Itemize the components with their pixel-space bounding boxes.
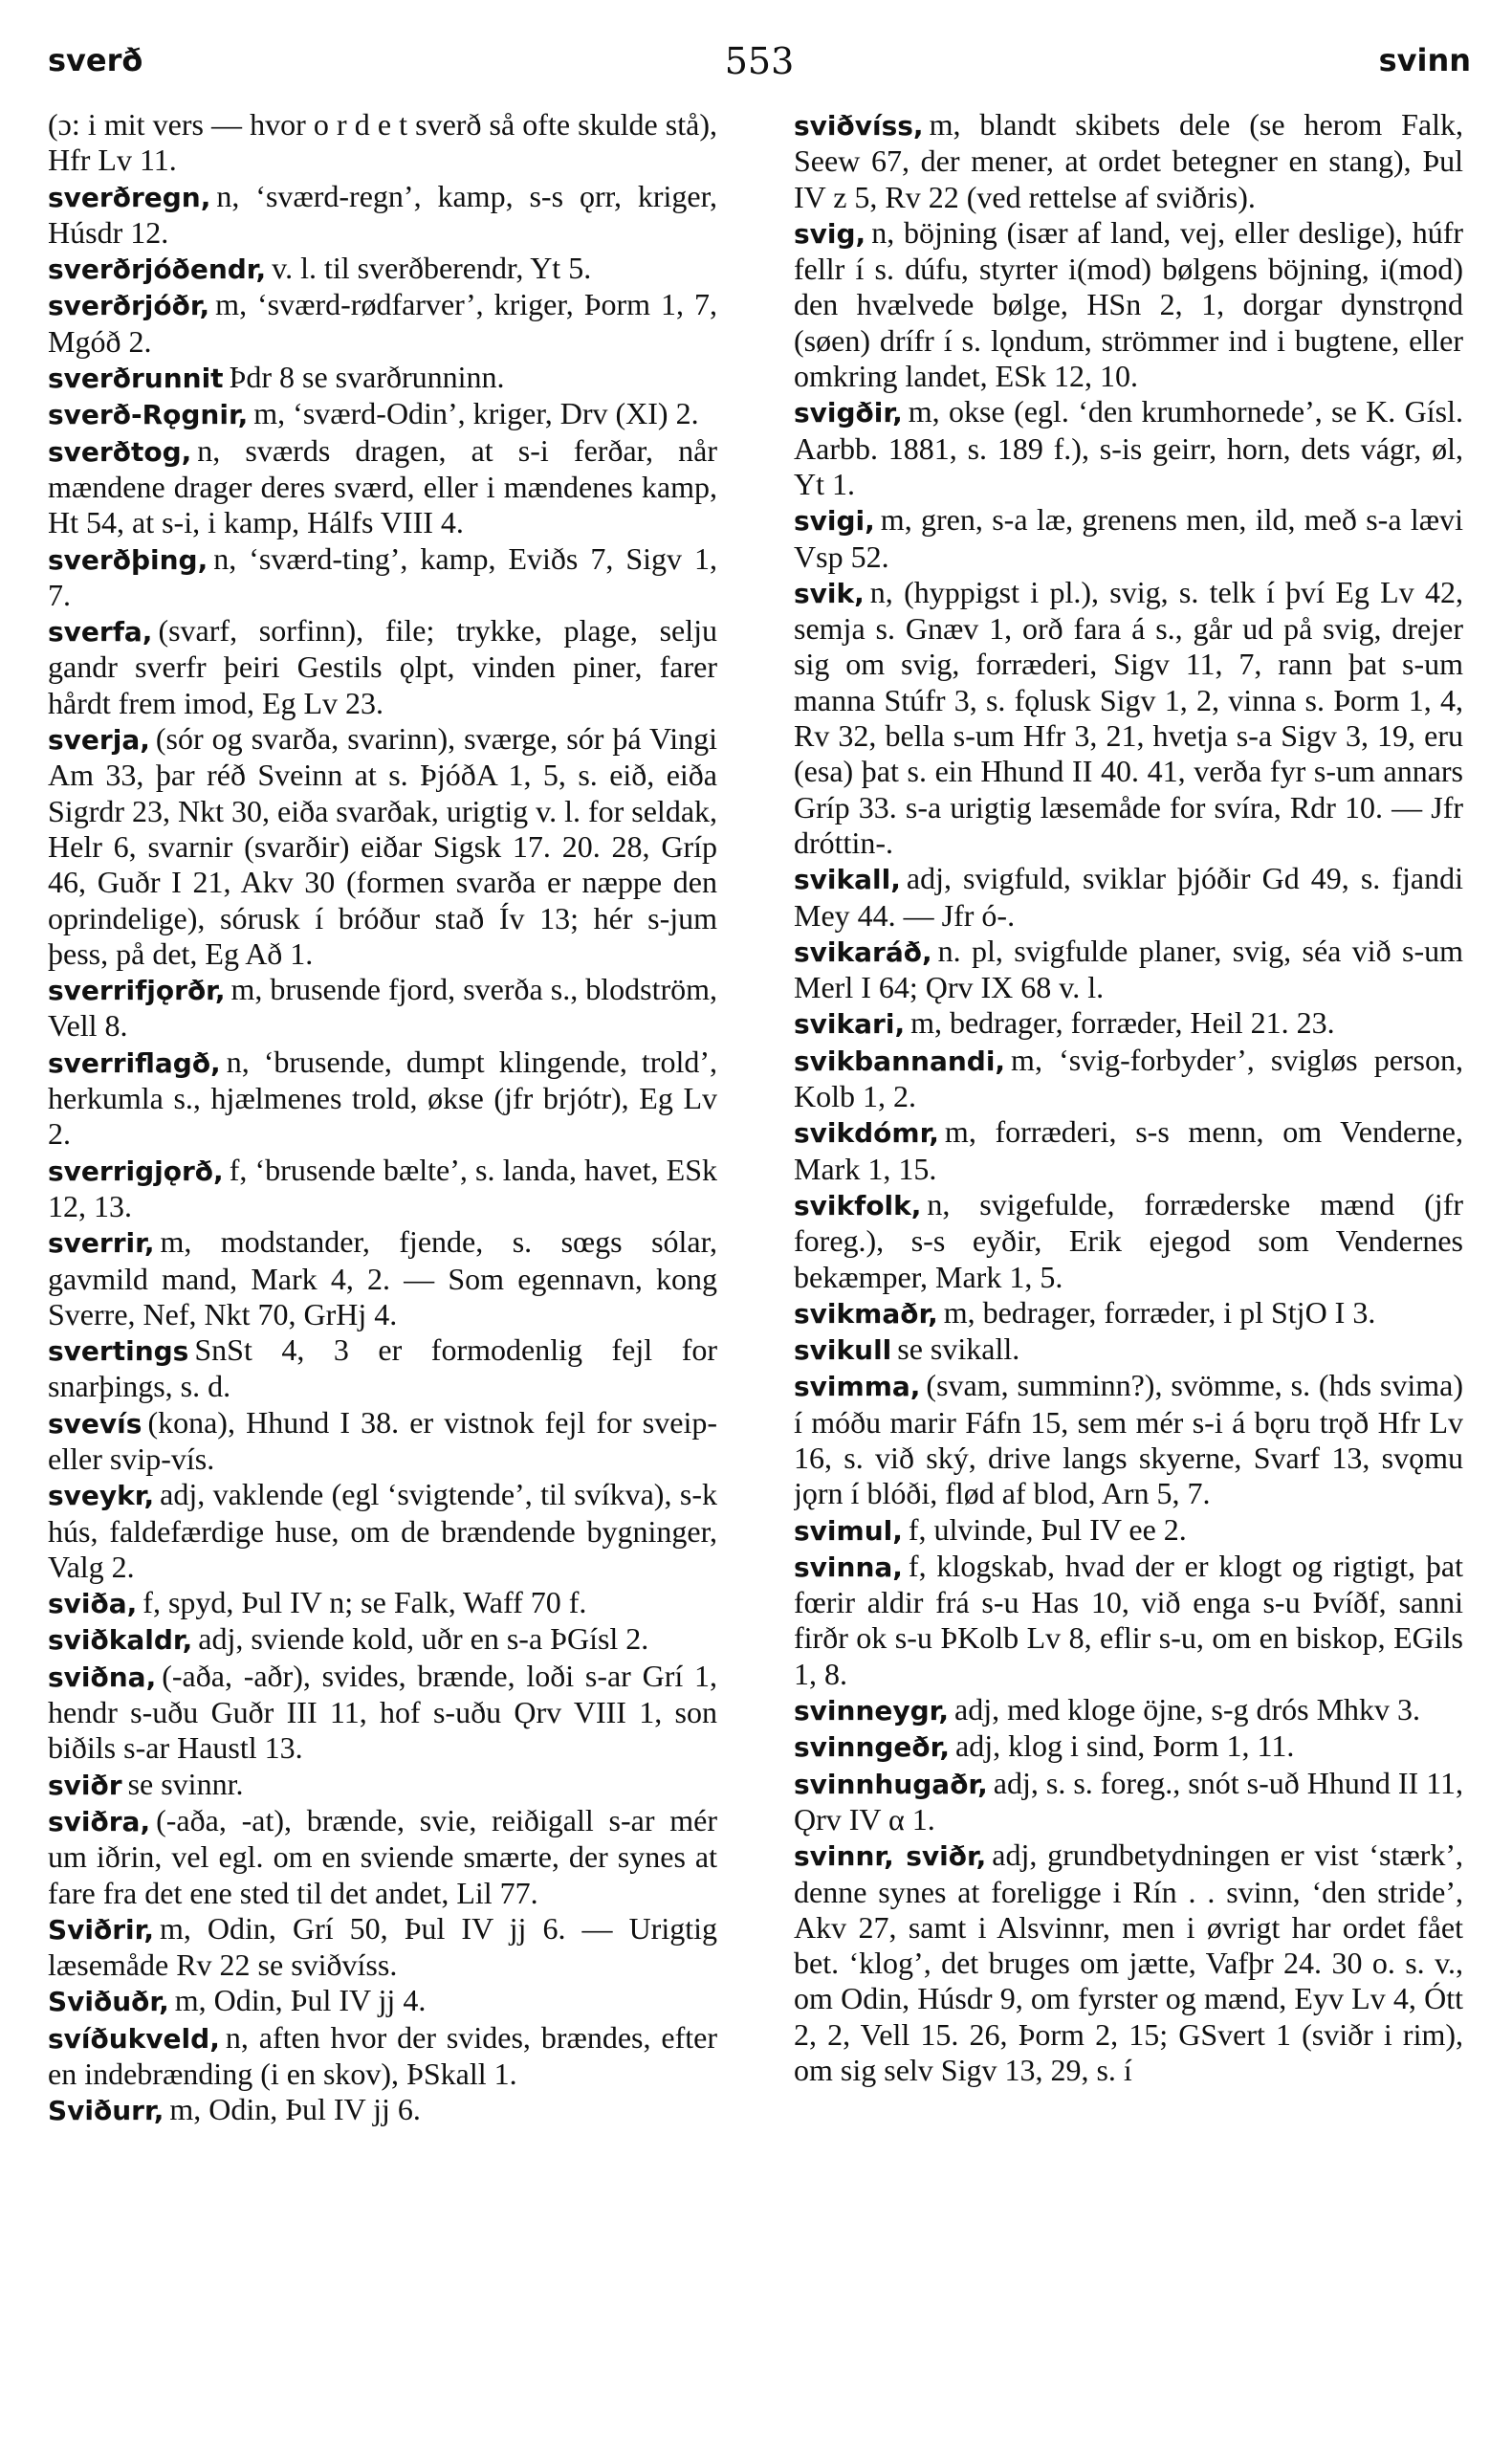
entry-definition: (kona), Hhund I 38. er vistnok fejl for sveip- eller svip-vís. [48,1404,717,1476]
entry-definition: n. pl, svigfulde planer, svig, séa við s-um Merl I 64; Ǫrv IX 68 v. l. [794,933,1463,1005]
dictionary-entry [48,1224,717,1332]
headword: sveykr, [48,1480,155,1512]
entry-definition: m, okse (egl. ‘den krumhornede’, se K. Gísl. Aarbb. 1881, s. 189 f.), s-is geirr, horn, dets vágr, øl, Yt 1. [794,394,1463,501]
entry-definition: se svinnr. [127,1766,244,1801]
headword: sviðvíss, [794,110,924,142]
dictionary-entry [794,1368,1463,1511]
dictionary-entry [48,1803,717,1911]
headword: svikaráð, [794,935,932,968]
entry-definition: adj, s. s. foreg., snót s-uð Hhund II 11, Ǫrv IV α 1. [794,1765,1463,1837]
headword: sverðrjóðr, [48,290,210,322]
entry-definition: m, brusende fjord, sverða s., blodström, Vell 8. [48,972,717,1044]
headword: svinngeðr, [794,1731,950,1764]
dictionary-entry [48,360,717,396]
first-headword-guide: sverð [48,42,143,78]
running-head [48,42,1471,96]
dictionary-entry [794,1549,1463,1692]
entry-definition: adj, svigfuld, sviklar þjóðir Gd 49, s. fjandi Mey 44. — Jfr ó-. [794,861,1463,933]
entry-definition: adj, grundbetydningen er vist ‘stærk’, denne synes at foreligge i Rín . . svinn, ‘den stride’, Akv 27, samt i Alsvinnr, men i øvrigt har ordet fået bet. ‘klog’, det bruges om jætte, Vafþr 24. 30 o. s. v., om Odin, Húsdr 9, om fyrster og mænd, Eyv Lv 4, Ótt 2, 2, Vell 15. 26, Þorm 2, 15; GSvert 1 (sviðr i rim), om sig selv Sigv 13, 29, s. í [794,1837,1463,2088]
headword: sverðregn, [48,181,211,213]
entry-definition: adj, sviende kold, uðr en s-a ÞGísl 2. [198,1621,649,1657]
dictionary-entry [48,1405,717,1478]
headword: svikbannandi, [794,1045,1006,1077]
entry-definition: n, ‘sværd-ting’, kamp, Eviðs 7, Sigv 1, 7. [48,540,717,612]
dictionary-entry [48,251,717,287]
dictionary-entry [794,1692,1463,1728]
headword: svigi, [794,505,875,538]
entry-definition: se svikall. [897,1331,1020,1367]
headword: svikari, [794,1008,906,1041]
entry-definition: (-aða, -at), brænde, svie, reiðigall s-ar mér um iðrin, vel egl. om en sviende smærte, der synes at fare fra det ene sted til det andet, Lil 77. [48,1802,717,1910]
entry-definition: n, (hyppigst i pl.), svig, s. telk í því Eg Lv 42, semja s. Gnæv 1, orð fara á s., går ud på svig, drejer sig om svig, forræderi, Sigv 11, 7, rann þat s-um manna Stúfr 3, s. fǫlusk Sigv 1, 2, vinna s. Þorm 1, 4, Rv 32, bella s-um Hfr 3, 21, hvetja s-a Sigv 3, 19, eru (esa) þat s. ein Hhund II 40. 41, verða fyr s-um annars Gríp 33. s-a urigtig læsemåde for svíra, Rdr 10. — Jfr dróttin-. [794,574,1463,860]
dictionary-entry [48,107,717,179]
entry-definition: m, forræderi, s-s menn, om Venderne, Mark 1, 15. [794,1114,1463,1186]
entry-definition: n, aften hvor der svides, brændes, efter en indebrænding (i en skov), ÞSkall 1. [48,2019,717,2092]
headword: svinnr, sviðr, [794,1840,987,1873]
entry-definition: n, ‘brusende, dumpt klingende, trold’, herkumla s., hjælmenes trold, økse (jfr brjótr), Eg Lv 2. [48,1044,717,1152]
dictionary-entry [48,613,717,721]
headword: svíðukveld, [48,2022,220,2055]
dictionary-entry [48,433,717,541]
dictionary-entry [48,1621,717,1658]
dictionary-entry [794,1114,1463,1187]
headword: Sviðurr, [48,2095,164,2127]
entry-definition: m, Odin, Þul IV jj 4. [174,1983,427,2018]
headword: sverð-Rǫgnir, [48,399,249,431]
headword: Sviðuðr, [48,1986,169,2018]
headword: svikfolk, [794,1189,922,1221]
dictionary-entry [794,1187,1463,1295]
headword: sverðþing, [48,543,208,576]
headword: sviðr [48,1769,122,1801]
right-column [794,107,1463,2451]
headword: svimul, [794,1514,903,1547]
entry-definition: (ɔ: i mit vers — hvor o r d e t sverð så ofte skulde stå), Hfr Lv 11. [48,107,717,178]
entry-definition: (sór og svarða, svarinn), sværge, sór þá Vingi Am 33, þar réð Sveinn at s. ÞjóðA 1, 5, s. eið, eiða Sigrdr 23, Nkt 30, eiða svarðak, urigtig v. l. for seldak, Helr 6, svarnir (svarðir) eiðar Sigsk 17. 20. 28, Gríp 46, Guðr I 21, Akv 30 (formen svarða er næppe den oprindelige), sórusk í bróður stað Ív 13; hér s-jum þess, på det, Eg Að 1. [48,721,717,971]
dictionary-entry [48,2092,717,2128]
headword: Sviðrir, [48,1913,154,1946]
entry-definition: Þdr 8 se svarðrunninn. [229,360,505,395]
dictionary-entry [48,179,717,252]
left-column [48,107,717,2451]
headword: svinneygr, [794,1695,949,1727]
headword: svevís [48,1407,142,1440]
headword: svikull [794,1334,892,1367]
entry-definition: f, ulvinde, Þul IV ee 2. [908,1511,1187,1547]
dictionary-entry [794,934,1463,1006]
entry-definition: SnSt 4, 3 er formodenlig fejl for snarþings, s. d. [48,1332,717,1404]
entry-definition: f, spyd, Þul IV n; se Falk, Waff 70 f. [142,1585,587,1620]
headword: svigðir, [794,397,903,429]
entry-definition: v. l. til sverðberendr, Yt 5. [272,251,592,286]
dictionary-entry [794,1728,1463,1765]
headword: sviða, [48,1588,138,1620]
page-number: 553 [724,40,795,82]
entry-definition: f, ‘brusende bælte’, s. landa, havet, ESk 12, 13. [48,1152,717,1223]
headword: sverfa, [48,616,153,649]
entry-definition: adj, klog i sind, Þorm 1, 11. [954,1728,1295,1764]
entry-definition: n, sværds dragen, at s-i ferðar, når mændene drager deres sværd, eller i mændenes kamp, Ht 54, at s-i, i kamp, Hálfs VIII 4. [48,432,717,540]
dictionary-entry [48,287,717,360]
dictionary-entry [48,1045,717,1153]
entry-definition: m, ‘sværd-rødfarver’, kriger, Þorm 1, 7, Mgóð 2. [48,287,717,359]
headword: sverrir, [48,1227,155,1260]
headword: sverriflagð, [48,1046,221,1079]
headword: sverrifjǫrðr, [48,975,226,1007]
dictionary-entry [794,107,1463,215]
entry-definition: n, ‘sværd-regn’, kamp, s-s ǫrr, kriger, Húsdr 12. [48,178,717,250]
dictionary-entry [48,1767,717,1803]
dictionary-entry [48,541,717,614]
headword: svik, [794,577,865,609]
dictionary-entry [48,1585,717,1621]
entry-definition: adj, med kloge öjne, s-g drós Mhkv 3. [954,1692,1421,1727]
dictionary-entry [48,1153,717,1225]
headword: svinnhugaðr, [794,1768,988,1800]
entry-definition: m, ‘svig-forbyder’, svigløs person, Kolb 1, 2. [794,1042,1463,1114]
dictionary-entry [794,1005,1463,1042]
dictionary-entry [794,1512,1463,1549]
headword: svimma, [794,1371,921,1403]
entry-definition: (svarf, sorfinn), file; trykke, plage, selju gandr sverfr þeiri Gestils ǫlpt, vinden piner, farer hårdt frem imod, Eg Lv 23. [48,613,717,720]
entry-definition: f, klogskab, hvad der er klogt og rigtigt, þat fœrir aldir frá s-u Has 10, við enga s-u Þvíðf, sanni firðr ok s-u ÞKolb Lv 8, eflir s-u, om en biskop, EGils 1, 8. [794,1548,1463,1691]
dictionary-entry [48,2020,717,2093]
headword: sviðra, [48,1805,151,1837]
dictionary-entry [48,396,717,432]
dictionary-entry [48,1983,717,2019]
dictionary-entry [48,1477,717,1585]
dictionary-entry [794,1766,1463,1838]
dictionary-entry [48,721,717,972]
dictionary-entry [794,1295,1463,1331]
entry-definition: (-aða, -aðr), svides, brænde, loði s-ar Grí 1, hendr s-uðu Guðr III 11, hof s-uðu Ǫrv VIII 1, son biðils s-ar Haustl 13. [48,1658,717,1766]
entry-definition: m, blandt skibets dele (se herom Falk, Seew 67, der mener, at ordet betegner en stang), Þul IV z 5, Rv 22 (ved rettelse af sviðris). [794,107,1463,214]
entry-definition: m, bedrager, forræder, Heil 21. 23. [910,1005,1335,1041]
entry-definition: adj, vaklende (egl ‘svigtende’, til svíkva), s-k hús, faldefærdige huse, om de brændende bygninger, Valg 2. [48,1477,717,1584]
entry-definition: (svam, summinn?), svömme, s. (hds svima) í móðu marir Fáfn 15, sem mér s-i á bǫru trǫð Hfr Lv 16, s. við ský, drive langs skyerne, Svarf 13, svǫmu jǫrn í blóði, flød af blod, Arn 5, 7. [794,1368,1463,1511]
last-headword-guide: svinn [1378,42,1471,78]
dictionary-entry [48,1332,717,1405]
entry-definition: m, Odin, Grí 50, Þul IV jj 6. — Urigtig læsemåde Rv 22 se sviðvíss. [48,1910,717,1983]
dictionary-entry [48,1659,717,1767]
entry-definition: m, gren, s-a læ, grenens men, ild, með s-a lævi Vsp 52. [794,502,1463,574]
headword: sverðrunnit [48,363,224,395]
headword: svig, [794,217,866,250]
entry-definition: m, Odin, Þul IV jj 6. [169,2092,421,2127]
headword: svikmaðr, [794,1297,938,1330]
headword: sviðna, [48,1661,157,1693]
entry-definition: m, ‘sværd-Odin’, kriger, Drv (XI) 2. [253,396,699,431]
headword: sviðkaldr, [48,1624,193,1657]
dictionary-entry [794,1837,1463,2088]
headword: sverðtog, [48,435,192,468]
headword: sverðrjóðendr, [48,253,267,286]
entry-definition: n, svigefulde, forræderske mænd (jfr foreg.), s-s eyðir, Erik ejegod som Vendernes bekæmper, Mark 1, 5. [794,1186,1463,1294]
headword: sverrigjǫrð, [48,1155,224,1187]
dictionary-entry [794,1331,1463,1368]
dictionary-entry [794,575,1463,861]
headword: svertings [48,1335,189,1368]
dictionary-entry [794,861,1463,934]
dictionary-entry [794,502,1463,575]
entry-definition: m, modstander, fjende, s. sœgs sólar, gavmild mand, Mark 4, 2. — Som egennavn, kong Sverre, Nef, Nkt 70, GrHj 4. [48,1224,717,1331]
headword: svikall, [794,864,901,896]
dictionary-entry [794,215,1463,394]
dictionary-entry [794,1043,1463,1115]
dictionary-entry [48,1911,717,1984]
entry-definition: n, böjning (især af land, vej, eller deslige), húfr fellr í s. dúfu, styrter i(mod) bølgens böjning, i(mod) den hvælvede bølge, HSn 2, 1, dorgar dynstrǫnd (søen) drífr í s. lǫndum, strömmer ind i bugtene, eller omkring landet, ESk 12, 10. [794,214,1463,394]
dictionary-entry [794,394,1463,502]
headword: sverja, [48,724,150,757]
dictionary-entry [48,972,717,1045]
headword: svikdómr, [794,1117,939,1150]
headword: svinna, [794,1551,903,1583]
entry-definition: m, bedrager, forræder, i pl StjO I 3. [943,1294,1376,1330]
